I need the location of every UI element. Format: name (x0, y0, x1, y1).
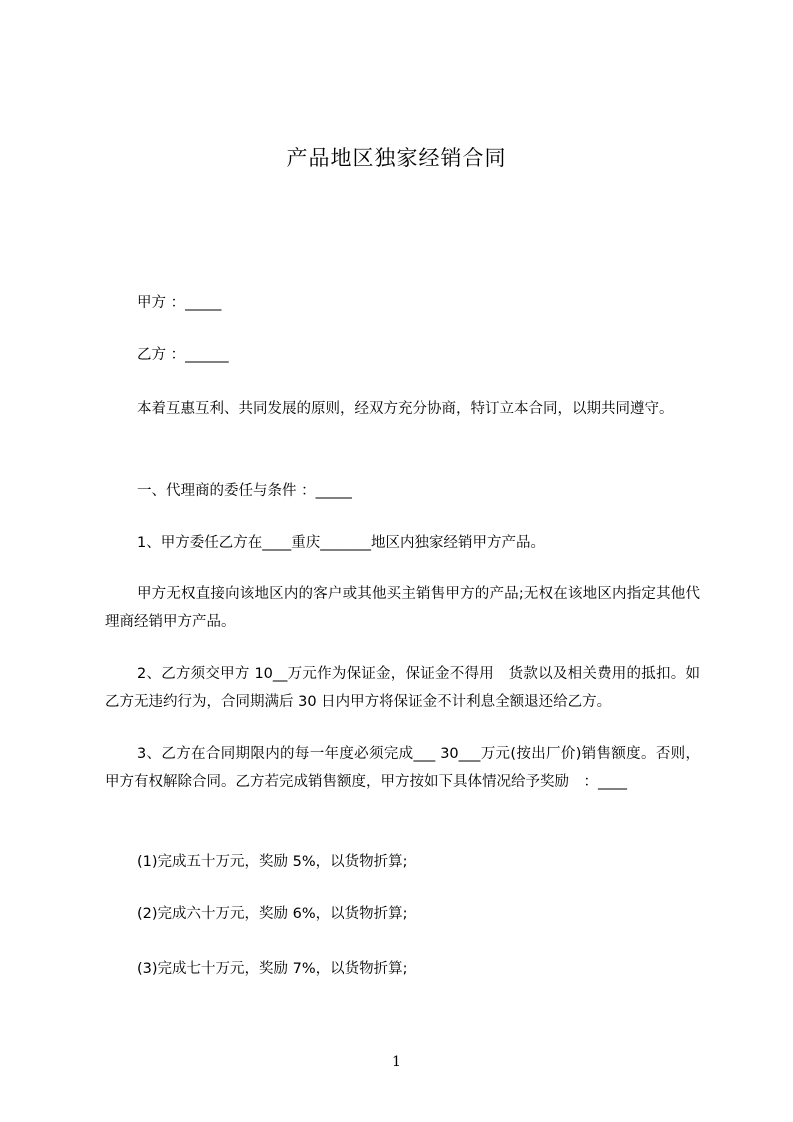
clause-2: 2、乙方须交甲方 10__万元作为保证金，保证金不得用 货款以及相关费用的抵扣。如乙方无违约行为，合同期满后 30 日内甲方将保证金不计利息全额退还给乙方。 (105, 666, 700, 710)
document-title: 产品地区独家经销合同 (286, 146, 507, 170)
clause-1-note: 甲方无权直接向该地区内的客户或其他买主销售甲方的产品;无权在该地区内指定其他代理商经销甲方产品。 (105, 586, 700, 630)
reward-item-1: (1)完成五十万元，奖励 5%，以货物折算; (137, 854, 408, 870)
party-b-line: 乙方 ：______ (137, 347, 229, 363)
reward-item-2: (2)完成六十万元，奖励 6%，以货物折算; (137, 906, 408, 922)
preamble-paragraph: 本着互惠互利、共同发展的原则，经双方充分协商，特订立本合同，以期共同遵守。 (137, 401, 674, 417)
clause-3: 3、乙方在合同期限内的每一年度必须完成___ 30___万元(按出厂价)销售额度。否则，甲方有权解除合同。乙方若完成销售额度，甲方按如下具体情况给予奖励 ：____ (105, 746, 700, 790)
page-number: 1 (392, 1054, 401, 1070)
section-1-heading: 一、代理商的委任与条件 ：_____ (137, 483, 352, 499)
reward-item-3: (3)完成七十万元，奖励 7%，以货物折算; (137, 961, 408, 977)
clause-1: 1、甲方委任乙方在____重庆_______地区内独家经销甲方产品。 (137, 535, 545, 551)
party-a-line: 甲方 ：_____ (137, 295, 222, 311)
